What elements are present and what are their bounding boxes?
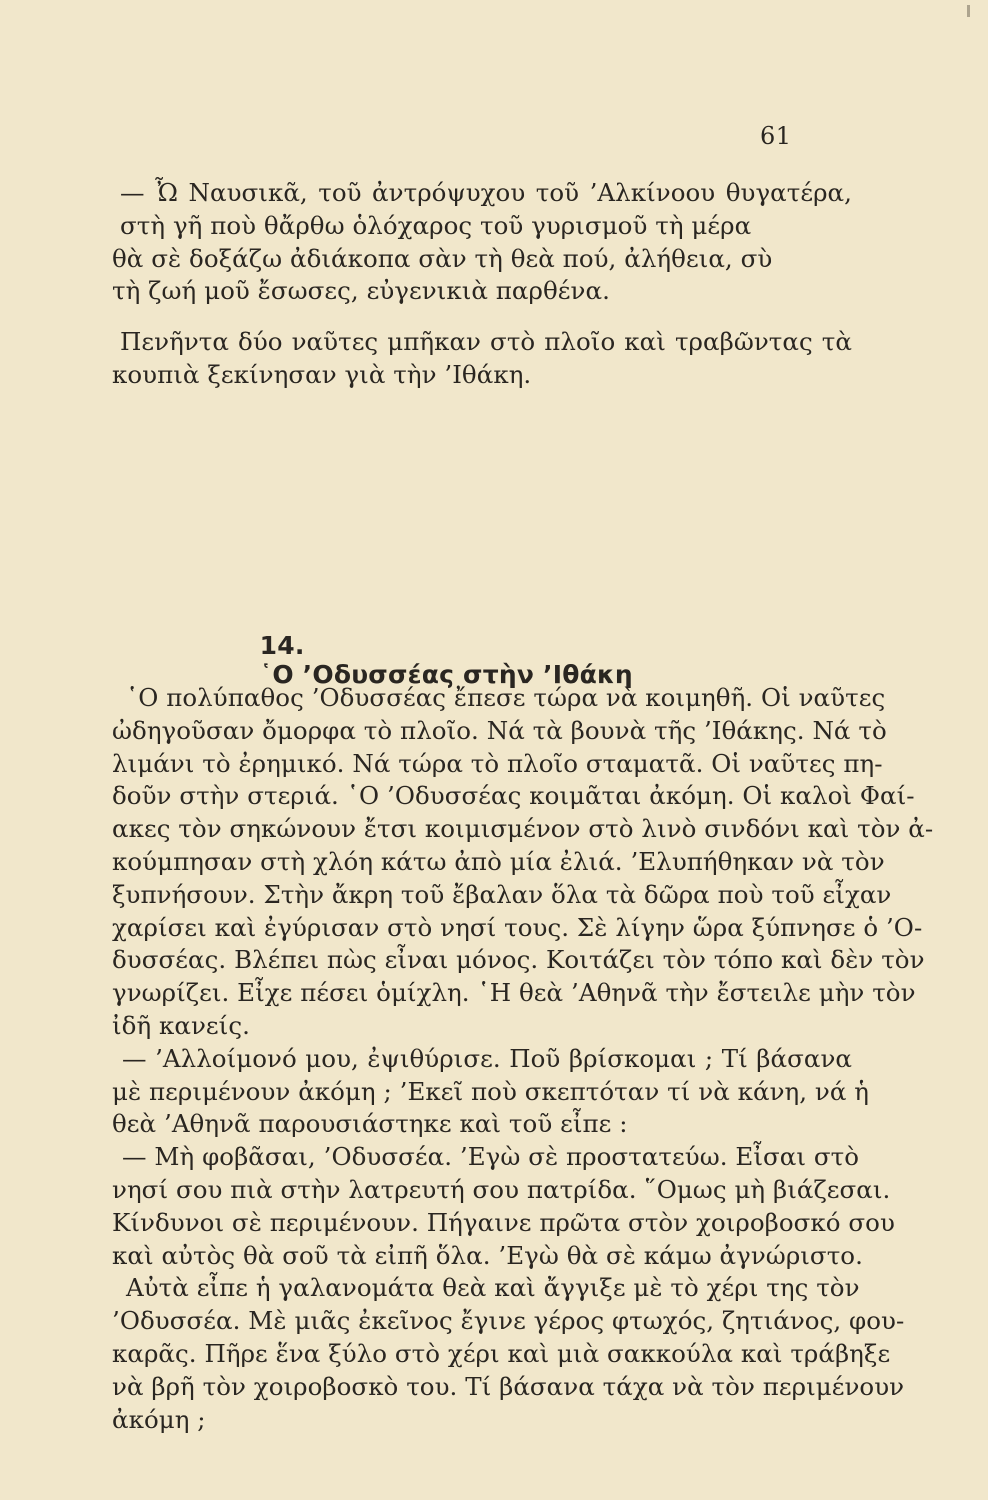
text-line: Κίνδυνοι σὲ περιμένουν. Πήγαινε πρῶτα στὸν χοιροβοσκό σου — [112, 1207, 895, 1237]
text-line: μὲ περιμένουν ἀκόμη ; ’Εκεῖ ποὺ σκεπτόταν τί νὰ κάνη, νά ἡ — [112, 1076, 870, 1106]
text-line: δοῦν στὴν στεριά. ῾Ο ’Οδυσσέας κοιμᾶται ἀκόμη. Οἱ καλοὶ Φαί- — [112, 781, 915, 811]
text-line: τὴ ζωή μοῦ ἔσωσες, εὐγενικιὰ παρθένα. — [112, 276, 610, 306]
chapter-title: ῾Ο ’Οδυσσέας στὴν ’Ιθάκη — [259, 660, 633, 689]
text-line: — Ὦ Ναυσικᾶ, τοῦ ἀντρόψυχου τοῦ ’Αλκίνοου θυγατέρα, — [120, 178, 852, 207]
text-line: κουπιὰ ξεκίνησαν γιὰ τὴν ’Ιθάκη. — [112, 359, 532, 389]
text-line: — ’Αλλοίμονό μου, ἐψιθύρισε. Ποῦ βρίσκομαι ; Τί βάσανα — [122, 1043, 852, 1073]
text-line: ξυπνήσουν. Στὴν ἄκρη τοῦ ἔβαλαν ὅλα τὰ δῶρα ποὺ τοῦ εἶχαν — [112, 879, 892, 909]
text-line: νησί σου πιὰ στὴν λατρευτή σου πατρίδα. ῞Ομως μὴ βιάζεσαι. — [112, 1174, 891, 1204]
text-line: ἰδῆ κανείς. — [112, 1010, 250, 1040]
text-line: νὰ βρῆ τὸν χοιροβοσκὸ του. Τί βάσανα τάχα νὰ τὸν περιμένουν — [112, 1371, 905, 1401]
text-line: ὠδηγοῦσαν ὄμορφα τὸ πλοῖο. Νά τὰ βουνὰ τῆς ’Ιθάκης. Νά τὸ — [112, 715, 887, 745]
text-line: γνωρίζει. Εἶχε πέσει ὁμίχλη. ῾Η θεὰ ’Αθηνᾶ τὴν ἔστειλε μὴν τὸν — [112, 978, 916, 1008]
text-line: ακες τὸν σηκώνουν ἔτσι κοιμισμένον στὸ λινὸ σινδόνι καὶ τὸν ἀ- — [112, 814, 934, 844]
text-line: κούμπησαν στὴ χλόη κάτω ἀπὸ μία ἐλιά. ’Ελυπήθηκαν νὰ τὸν — [112, 846, 885, 876]
text-line: Πενῆντα δύο ναῦτες μπῆκαν στὸ πλοῖο καὶ τραβῶντας τὰ — [120, 327, 852, 356]
text-line: στὴ γῆ ποὺ θἄρθω ὁλόχαρος τοῦ γυρισμοῦ τὴ μέρα — [120, 210, 752, 240]
text-line: καρᾶς. Πῆρε ἕνα ξύλο στὸ χέρι καὶ μιὰ σακκούλα καὶ τράβηξε — [112, 1338, 891, 1368]
edge-mark — [967, 5, 970, 17]
chapter-number: 14. — [259, 631, 305, 660]
text-line: λιμάνι τὸ ἐρημικό. Νά τώρα τὸ πλοῖο σταματᾶ. Οἱ ναῦτες πη- — [112, 748, 883, 778]
text-line: ’Οδυσσέα. Μὲ μιᾶς ἐκεῖνος ἔγινε γέρος φτωχός, ζητιάνος, φου- — [112, 1306, 905, 1336]
text-line: θὰ σὲ δοξάζω ἀδιάκοπα σὰν τὴ θεὰ πού, ἀλήθεια, σὺ — [112, 243, 773, 273]
text-line: χαρίσει καὶ ἐγύρισαν στὸ νησί τους. Σὲ λίγην ὥρα ξύπνησε ὁ ’Ο- — [112, 912, 923, 942]
chapter-body — [112, 682, 934, 1436]
text-line: ἀκόμη ; — [112, 1404, 206, 1434]
text-line: δυσσέας. Βλέπει πὼς εἶναι μόνος. Κοιτάζει τὸν τόπο καὶ δὲν τὸν — [112, 945, 925, 975]
text-line: Αὐτὰ εἶπε ἡ γαλανομάτα θεὰ καὶ ἄγγιξε μὲ τὸ χέρι της τὸν — [126, 1273, 860, 1303]
closing-dialogue — [112, 177, 852, 308]
departure-paragraph — [112, 326, 852, 392]
text-line: θεὰ ’Αθηνᾶ παρουσιάστηκε καὶ τοῦ εἶπε : — [112, 1109, 628, 1139]
page-number: 61 — [760, 122, 792, 150]
text-line: καὶ αὐτὸς θὰ σοῦ τὰ εἰπῆ ὅλα. ’Εγὼ θὰ σὲ κάμω ἀγνώριστο. — [112, 1240, 863, 1270]
text-line: — Μὴ φοβᾶσαι, ’Οδυσσέα. ’Εγὼ σὲ προστατεύω. Εἶσαι στὸ — [122, 1142, 860, 1172]
text-line: ῾Ο πολύπαθος ’Οδυσσέας ἔπεσε τώρα νὰ κοιμηθῆ. Οἱ ναῦτες — [126, 683, 886, 712]
